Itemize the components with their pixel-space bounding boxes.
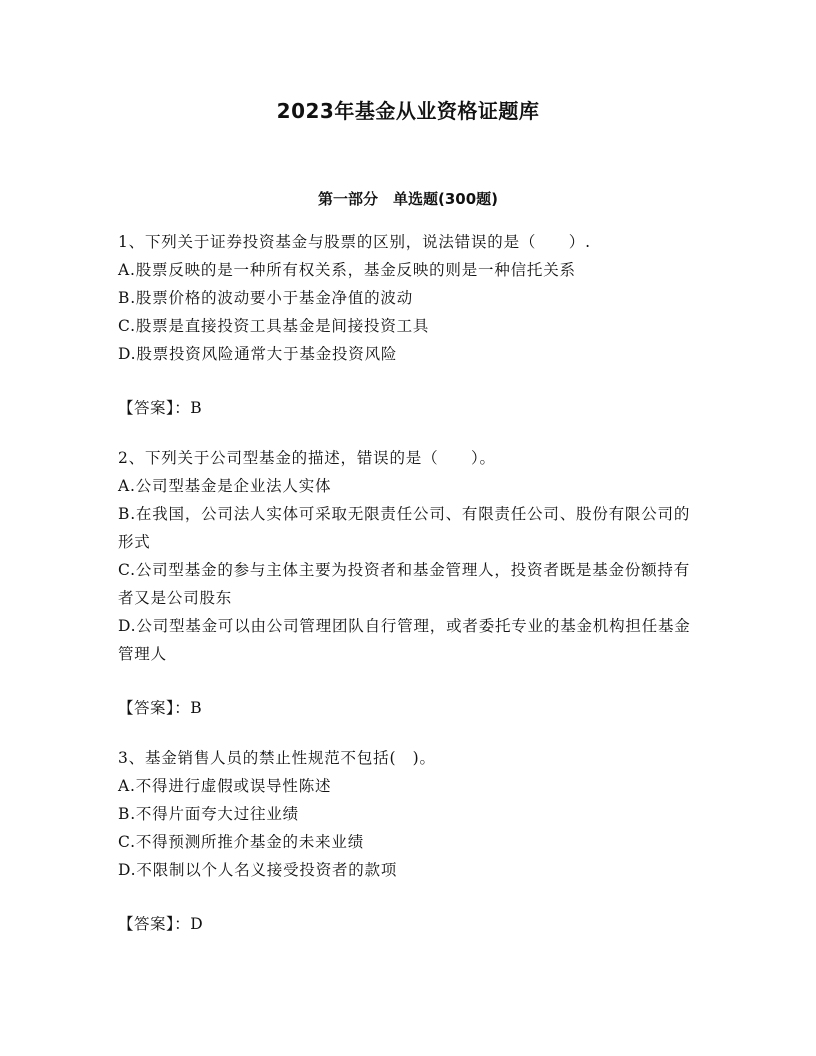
question-3 (118, 744, 696, 938)
question-stem: 2、下列关于公司型基金的描述，错误的是（ ）。 (118, 449, 496, 467)
option-d: D.公司型基金可以由公司管理团队自行管理，或者委托专业的基金机构担任基金管理人 (118, 617, 691, 663)
option-d: D.不限制以个人名义接受投资者的款项 (118, 861, 398, 879)
option-c: C.不得预测所推介基金的未来业绩 (118, 833, 365, 851)
answer: 【答案】：B (118, 399, 203, 417)
option-a: A.股票反映的是一种所有权关系，基金反映的则是一种信托关系 (118, 261, 576, 279)
answer: 【答案】：B (118, 699, 203, 717)
question-1 (118, 228, 696, 422)
option-b: B.股票价格的波动要小于基金净值的波动 (118, 289, 414, 307)
question-list (118, 228, 696, 960)
question-stem: 1、下列关于证券投资基金与股票的区别，说法错误的是（ ）. (118, 233, 591, 251)
option-a: A.公司型基金是企业法人实体 (118, 477, 332, 495)
option-b: B.不得片面夸大过往业绩 (118, 805, 299, 823)
option-b: B.在我国，公司法人实体可采取无限责任公司、有限责任公司、股份有限公司的形式 (118, 505, 691, 551)
option-c: C.股票是直接投资工具基金是间接投资工具 (118, 317, 430, 335)
document-title: 2023年基金从业资格证题库 (276, 99, 540, 123)
option-c: C.公司型基金的参与主体主要为投资者和基金管理人，投资者既是基金份额持有者又是公司股东 (118, 561, 691, 607)
question-2 (118, 444, 696, 722)
section-heading: 第一部分 单选题(300题) (317, 190, 499, 208)
question-stem: 3、基金销售人员的禁止性规范不包括( )。 (118, 749, 436, 767)
answer: 【答案】：D (118, 915, 204, 933)
option-d: D.股票投资风险通常大于基金投资风险 (118, 345, 398, 363)
option-a: A.不得进行虚假或误导性陈述 (118, 777, 332, 795)
